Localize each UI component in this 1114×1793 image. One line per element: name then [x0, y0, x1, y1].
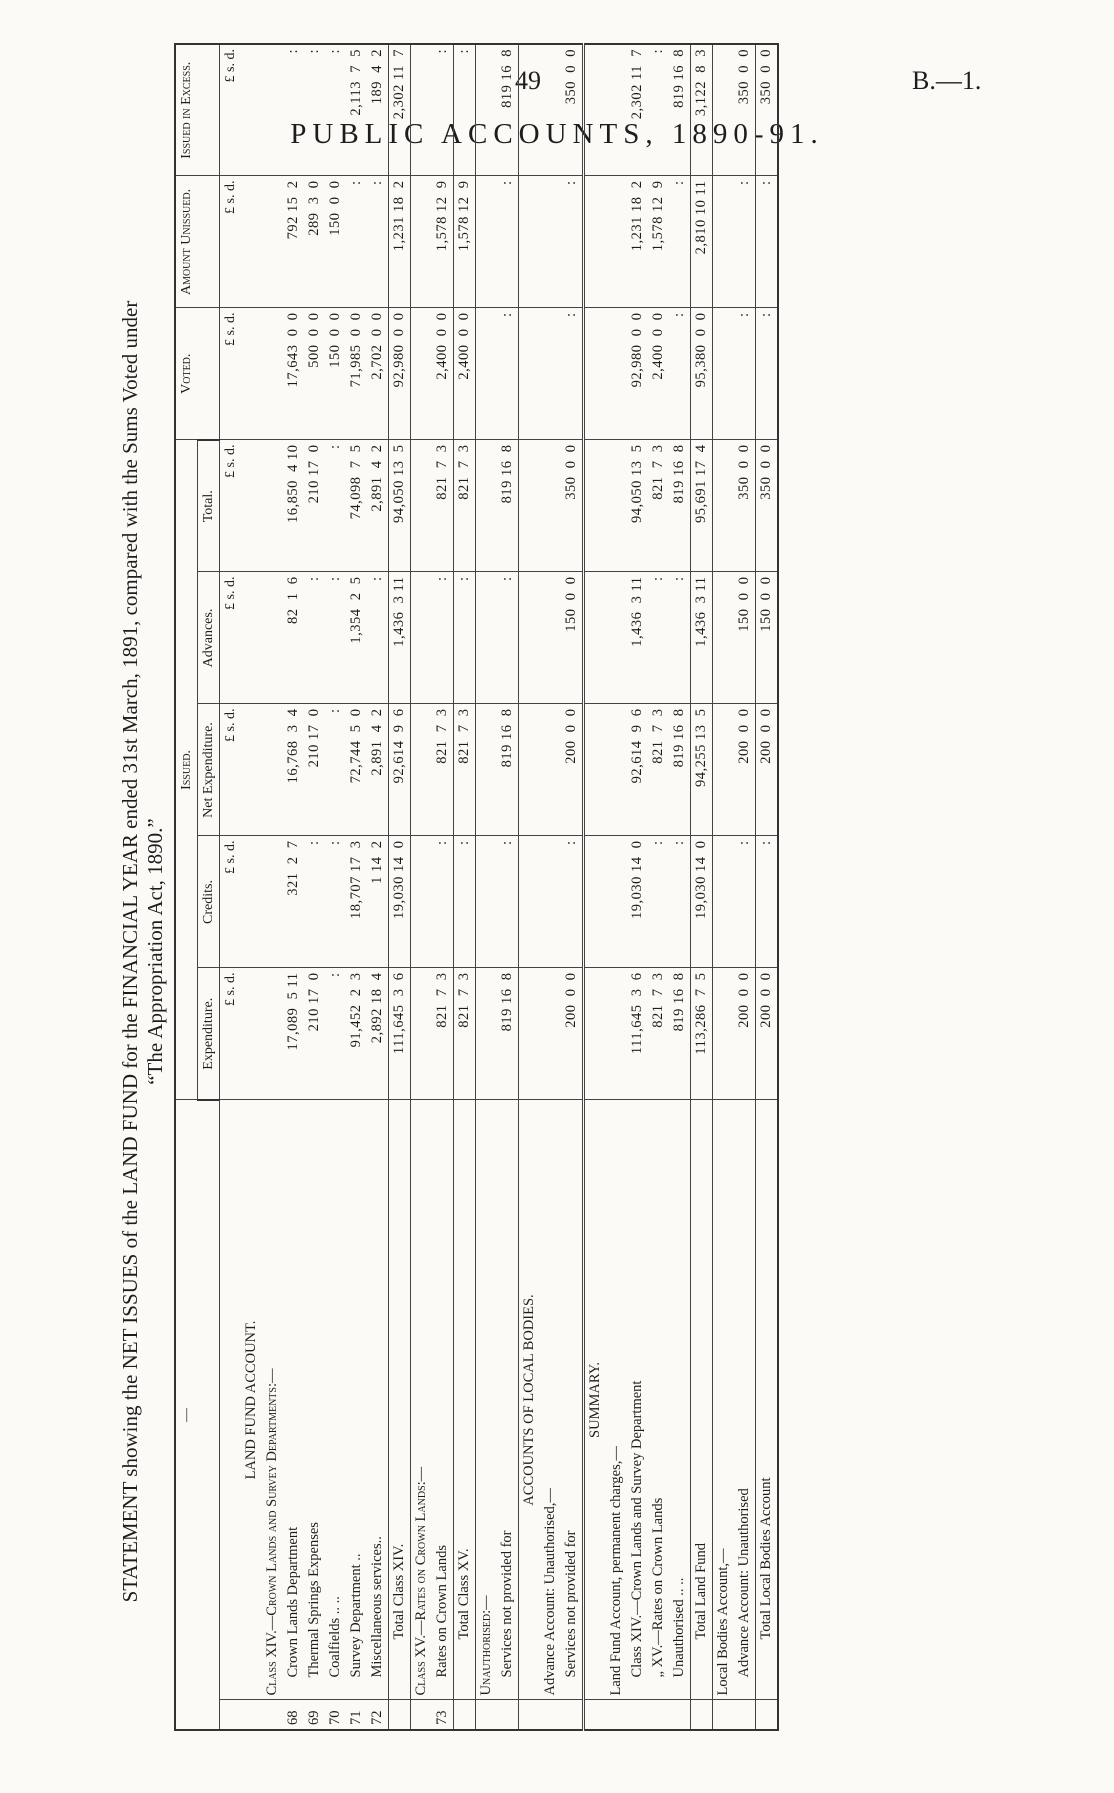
vote-number [627, 1700, 648, 1730]
document-reference: B.—1. [912, 66, 982, 95]
amount-unissued: : [734, 176, 756, 308]
amount-exp: 200 0 0 [561, 968, 584, 1100]
amount-excess [476, 44, 498, 176]
amount-net [540, 704, 561, 836]
amount-cred: : [734, 836, 756, 968]
statement-heading [118, 172, 168, 1731]
header-description: — [175, 1100, 220, 1730]
amount-tot: 821 7 3 [432, 440, 454, 572]
amount-exp: : [325, 968, 346, 1100]
amount-excess: 2,302 11 7 [389, 44, 411, 176]
amount-tot [713, 440, 735, 572]
amount-adv: : [367, 572, 389, 704]
amount-excess: : [325, 44, 346, 176]
amount-unissued [476, 176, 498, 308]
amount-tot: 94,050 13 5 [627, 440, 648, 572]
amount-cred [713, 836, 735, 968]
amount-excess: 3,122 8 3 [691, 44, 713, 176]
amount-net: 200 0 0 [734, 704, 756, 836]
amount-adv: 1,436 3 11 [627, 572, 648, 704]
amount-net: 2,891 4 2 [367, 704, 389, 836]
amount-adv: : [454, 572, 476, 704]
amount-unissued [540, 176, 561, 308]
amount-exp: 210 17 0 [304, 968, 325, 1100]
header-row-1 [175, 44, 198, 1730]
amount-excess: : [304, 44, 325, 176]
page-title: PUBLIC ACCOUNTS, 1890-91. [290, 118, 824, 150]
amount-tot: 210 17 0 [304, 440, 325, 572]
section-row [411, 44, 433, 1730]
row-label: SUMMARY. [584, 1100, 607, 1700]
amount-tot: 94,050 13 5 [389, 440, 411, 572]
amount-net: 72,744 5 0 [346, 704, 367, 836]
units-cell: £ s. d. [220, 440, 242, 572]
header-net-expenditure: Net Expenditure. [198, 704, 220, 836]
header-issued-in-excess: Issued in Excess. [175, 44, 220, 176]
amount-net: 200 0 0 [756, 704, 779, 836]
amount-tot: 350 0 0 [756, 440, 779, 572]
amount-exp: 113,286 7 5 [691, 968, 713, 1100]
amount-tot [540, 440, 561, 572]
amount-voted [476, 308, 498, 440]
amount-cred: : [669, 836, 691, 968]
amount-cred: : [561, 836, 584, 968]
statement-line-1: STATEMENT showing the NET ISSUES of the LAND FUND for the FINANCIAL YEAR ended 31st March, 1891, compared with the Sums Voted under [118, 300, 142, 1603]
amount-unissued: 1,578 12 9 [454, 176, 476, 308]
amount-excess [713, 44, 735, 176]
amount-adv [713, 572, 735, 704]
vote-row [325, 44, 346, 1730]
amount-exp: 200 0 0 [756, 968, 779, 1100]
units-cell: £ s. d. [220, 176, 242, 308]
amount-exp: 111,645 3 6 [627, 968, 648, 1100]
vote-number: 73 [432, 1700, 454, 1730]
row-label: Total Class XV. [454, 1100, 476, 1700]
amount-adv: 1,436 3 11 [389, 572, 411, 704]
amount-excess [584, 44, 607, 176]
amount-voted: 71,985 0 0 [346, 308, 367, 440]
vote-number [713, 1700, 735, 1730]
header-credits: Credits. [198, 836, 220, 968]
amount-exp [519, 968, 541, 1100]
amount-voted [540, 308, 561, 440]
row-label: Services not provided for [497, 1100, 519, 1700]
amount-tot [476, 440, 498, 572]
amount-unissued: 289 3 0 [304, 176, 325, 308]
amount-exp: 91,452 2 3 [346, 968, 367, 1100]
row-label: Crown Lands Department [283, 1100, 304, 1700]
header-amount-unissued: Amount Unissued. [175, 176, 220, 308]
amount-unissued: 1,578 12 9 [648, 176, 669, 308]
row-label: Services not provided for [561, 1100, 584, 1700]
summary-row [669, 44, 691, 1730]
amount-cred [540, 836, 561, 968]
amount-cred: 18,707 17 3 [346, 836, 367, 968]
amount-net [519, 704, 541, 836]
amount-excess [606, 44, 627, 176]
row-label: Survey Department .. [346, 1100, 367, 1700]
amount-excess: : [432, 44, 454, 176]
header-voted: Voted. [175, 308, 220, 440]
amount-cred: 19,030 14 0 [627, 836, 648, 968]
amount-net [476, 704, 498, 836]
amount-net: 16,768 3 4 [283, 704, 304, 836]
amount-voted: 2,400 0 0 [454, 308, 476, 440]
amount-unissued: 1,578 12 9 [432, 176, 454, 308]
amount-net [584, 704, 607, 836]
amount-voted [713, 308, 735, 440]
amount-net: 821 7 3 [432, 704, 454, 836]
amount-voted: 17,643 0 0 [283, 308, 304, 440]
statement-line-2: “The Appropriation Act, 1890.” [143, 818, 167, 1085]
amount-net: 200 0 0 [561, 704, 584, 836]
amount-exp: 821 7 3 [432, 968, 454, 1100]
section-row [241, 44, 262, 1730]
vote-number [497, 1700, 519, 1730]
amount-net: 92,614 9 6 [627, 704, 648, 836]
amount-voted: 92,980 0 0 [389, 308, 411, 440]
amount-net [411, 704, 433, 836]
vote-number [669, 1700, 691, 1730]
amount-cred: 321 2 7 [283, 836, 304, 968]
amount-excess [540, 44, 561, 176]
amount-excess: 2,113 7 5 [346, 44, 367, 176]
amount-voted: 2,702 0 0 [367, 308, 389, 440]
row-label: Total Class XIV. [389, 1100, 411, 1700]
amount-voted: : [734, 308, 756, 440]
amount-exp [540, 968, 561, 1100]
amount-voted [411, 308, 433, 440]
amount-unissued [411, 176, 433, 308]
units-cell: £ s. d. [220, 836, 242, 968]
amount-net: 92,614 9 6 [389, 704, 411, 836]
amount-tot: 819 16 8 [669, 440, 691, 572]
amount-voted: : [497, 308, 519, 440]
amount-cred [476, 836, 498, 968]
amount-voted: : [669, 308, 691, 440]
amount-unissued: : [346, 176, 367, 308]
amount-exp: 17,089 5 11 [283, 968, 304, 1100]
vote-row [432, 44, 454, 1730]
amount-net [606, 704, 627, 836]
amount-adv: 150 0 0 [734, 572, 756, 704]
amount-tot: : [325, 440, 346, 572]
vote-number [648, 1700, 669, 1730]
amount-adv: 150 0 0 [756, 572, 779, 704]
amount-excess [411, 44, 433, 176]
page-number: 49 [515, 66, 541, 95]
amount-excess: 350 0 0 [734, 44, 756, 176]
amount-exp: 819 16 8 [497, 968, 519, 1100]
amount-voted: : [561, 308, 584, 440]
units-cell: £ s. d. [220, 572, 242, 704]
data-row [540, 44, 561, 1730]
data-row [606, 44, 627, 1730]
row-label: Thermal Springs Expenses [304, 1100, 325, 1700]
amount-tot [584, 440, 607, 572]
amount-exp: 200 0 0 [734, 968, 756, 1100]
amount-unissued: : [367, 176, 389, 308]
vote-number: 70 [325, 1700, 346, 1730]
row-label: Total Land Fund [691, 1100, 713, 1700]
amount-exp [476, 968, 498, 1100]
row-label: Land Fund Account, permanent charges,— [606, 1100, 627, 1700]
summary-row [627, 44, 648, 1730]
amount-unissued: 792 15 2 [283, 176, 304, 308]
amount-adv [519, 572, 541, 704]
amount-adv: : [648, 572, 669, 704]
amount-cred: : [497, 836, 519, 968]
amount-tot: 821 7 3 [454, 440, 476, 572]
vote-row [346, 44, 367, 1730]
amount-excess: 350 0 0 [561, 44, 584, 176]
vote-number [756, 1700, 779, 1730]
amount-net: : [325, 704, 346, 836]
amount-voted: : [756, 308, 779, 440]
units-cell: £ s. d. [220, 44, 242, 176]
amount-voted: 2,400 0 0 [648, 308, 669, 440]
amount-unissued: 150 0 0 [325, 176, 346, 308]
amount-adv: : [325, 572, 346, 704]
row-label: ACCOUNTS OF LOCAL BODIES. [519, 1100, 541, 1700]
amount-cred: : [756, 836, 779, 968]
amount-voted [606, 308, 627, 440]
row-label: Unauthorised:— [476, 1100, 498, 1700]
amount-voted [519, 308, 541, 440]
amount-net: 821 7 3 [454, 704, 476, 836]
vote-number [691, 1700, 713, 1730]
amount-voted: 95,380 0 0 [691, 308, 713, 440]
amount-adv [411, 572, 433, 704]
amount-cred [411, 836, 433, 968]
section-row [519, 44, 541, 1730]
amount-exp [411, 968, 433, 1100]
amount-adv: : [304, 572, 325, 704]
amount-adv: 1,354 2 5 [346, 572, 367, 704]
amount-tot: 16,850 4 10 [283, 440, 304, 572]
amount-adv [606, 572, 627, 704]
units-cell: £ s. d. [220, 308, 242, 440]
amount-excess: 350 0 0 [756, 44, 779, 176]
amount-net: 819 16 8 [669, 704, 691, 836]
vote-number [540, 1700, 561, 1730]
units-row [220, 44, 242, 1730]
amount-cred: 19,030 14 0 [389, 836, 411, 968]
amount-exp: 111,645 3 6 [389, 968, 411, 1100]
vote-number [454, 1700, 476, 1730]
vote-number [476, 1700, 498, 1730]
amount-adv: 82 1 6 [283, 572, 304, 704]
amount-net [713, 704, 735, 836]
amount-voted [584, 308, 607, 440]
vote-row [304, 44, 325, 1730]
header-advances: Advances. [198, 572, 220, 704]
total-row [389, 44, 411, 1730]
vote-number: 68 [283, 1700, 304, 1730]
amount-exp: 821 7 3 [648, 968, 669, 1100]
amount-cred [584, 836, 607, 968]
vote-number [584, 1700, 607, 1730]
amount-cred: : [325, 836, 346, 968]
amount-cred: : [432, 836, 454, 968]
amount-unissued: 1,231 18 2 [627, 176, 648, 308]
amount-adv: : [497, 572, 519, 704]
amount-excess [519, 44, 541, 176]
amount-unissued [584, 176, 607, 308]
vote-number [411, 1700, 433, 1730]
amount-cred: : [648, 836, 669, 968]
vote-number [606, 1700, 627, 1730]
vote-number [389, 1700, 411, 1730]
amount-cred [606, 836, 627, 968]
amount-excess: : [454, 44, 476, 176]
amount-cred: : [454, 836, 476, 968]
row-label: Total Local Bodies Account [756, 1100, 779, 1700]
amount-exp [606, 968, 627, 1100]
amount-net: 819 16 8 [497, 704, 519, 836]
vote-number: 72 [367, 1700, 389, 1730]
amount-unissued [519, 176, 541, 308]
amount-excess: : [283, 44, 304, 176]
amount-cred [519, 836, 541, 968]
amount-tot: 74,098 7 5 [346, 440, 367, 572]
amount-exp: 2,892 18 4 [367, 968, 389, 1100]
amount-tot: 95,691 17 4 [691, 440, 713, 572]
amount-voted: 2,400 0 0 [432, 308, 454, 440]
amount-unissued: 2,810 10 11 [691, 176, 713, 308]
row-label: Unauthorised .. .. [669, 1100, 691, 1700]
section-row [584, 44, 607, 1730]
amount-excess: : [648, 44, 669, 176]
amount-unissued: 1,231 18 2 [389, 176, 411, 308]
amount-adv [540, 572, 561, 704]
amount-unissued: : [497, 176, 519, 308]
amount-net: 94,255 13 5 [691, 704, 713, 836]
amount-voted: 500 0 0 [304, 308, 325, 440]
amount-exp [584, 968, 607, 1100]
section-row [262, 44, 283, 1730]
amount-cred: 19,030 14 0 [691, 836, 713, 968]
row-label: Advance Account: Unauthorised [734, 1100, 756, 1700]
amount-exp: 819 16 8 [669, 968, 691, 1100]
amount-adv: : [669, 572, 691, 704]
units-cell: £ s. d. [220, 704, 242, 836]
amount-tot: 2,891 4 2 [367, 440, 389, 572]
summary-row [734, 44, 756, 1730]
land-fund-table [174, 43, 779, 1731]
total-row [454, 44, 476, 1730]
amount-tot [519, 440, 541, 572]
vote-number [561, 1700, 584, 1730]
amount-tot: 350 0 0 [561, 440, 584, 572]
vote-number: 71 [346, 1700, 367, 1730]
amount-adv: 1,436 3 11 [691, 572, 713, 704]
header-total: Total. [198, 440, 220, 572]
amount-voted: 92,980 0 0 [627, 308, 648, 440]
section-land-fund-account: LAND FUND ACCOUNT. [241, 1100, 262, 1700]
amount-net: 821 7 3 [648, 704, 669, 836]
units-cell: £ s. d. [220, 968, 242, 1100]
row-label: Class XV.—Rates on Crown Lands:— [411, 1100, 433, 1700]
row-label: Class XIV.—Crown Lands and Survey Department [627, 1100, 648, 1700]
amount-tot: 819 16 8 [497, 440, 519, 572]
amount-excess: 819 16 8 [497, 44, 519, 176]
amount-net: 210 17 0 [304, 704, 325, 836]
row-label: Advance Account: Unauthorised,— [540, 1100, 561, 1700]
amount-unissued: : [561, 176, 584, 308]
vote-number [519, 1700, 541, 1730]
amount-adv: : [432, 572, 454, 704]
row-label: Local Bodies Account,— [713, 1100, 735, 1700]
vote-row [367, 44, 389, 1730]
amount-unissued: : [756, 176, 779, 308]
amount-unissued: : [669, 176, 691, 308]
amount-adv [476, 572, 498, 704]
amount-tot: 350 0 0 [734, 440, 756, 572]
amount-adv [584, 572, 607, 704]
total-row [691, 44, 713, 1730]
amount-excess: 819 16 8 [669, 44, 691, 176]
amount-exp: 821 7 3 [454, 968, 476, 1100]
amount-adv: 150 0 0 [561, 572, 584, 704]
row-label: Coalfields .. .. [325, 1100, 346, 1700]
amount-excess: 189 4 2 [367, 44, 389, 176]
total-row [756, 44, 779, 1730]
header-expenditure: Expenditure. [198, 968, 220, 1100]
vote-number [734, 1700, 756, 1730]
row-label: Rates on Crown Lands [432, 1100, 454, 1700]
amount-tot: 821 7 3 [648, 440, 669, 572]
data-row [561, 44, 584, 1730]
vote-number: 69 [304, 1700, 325, 1730]
amount-voted: 150 0 0 [325, 308, 346, 440]
amount-unissued [713, 176, 735, 308]
row-label: „ XV.—Rates on Crown Lands [648, 1100, 669, 1700]
header-issued: Issued. [175, 440, 198, 1100]
amount-excess: 2,302 11 7 [627, 44, 648, 176]
amount-cred: 1 14 2 [367, 836, 389, 968]
section-class-xiv: Class XIV.—Crown Lands and Survey Departments:— [262, 1100, 283, 1700]
data-row [713, 44, 735, 1730]
summary-row [648, 44, 669, 1730]
amount-cred: : [304, 836, 325, 968]
amount-tot [411, 440, 433, 572]
row-label: Miscellaneous services.. [367, 1100, 389, 1700]
data-row [497, 44, 519, 1730]
vote-row [283, 44, 304, 1730]
amount-unissued [606, 176, 627, 308]
amount-exp [713, 968, 735, 1100]
section-row [476, 44, 498, 1730]
amount-tot [606, 440, 627, 572]
